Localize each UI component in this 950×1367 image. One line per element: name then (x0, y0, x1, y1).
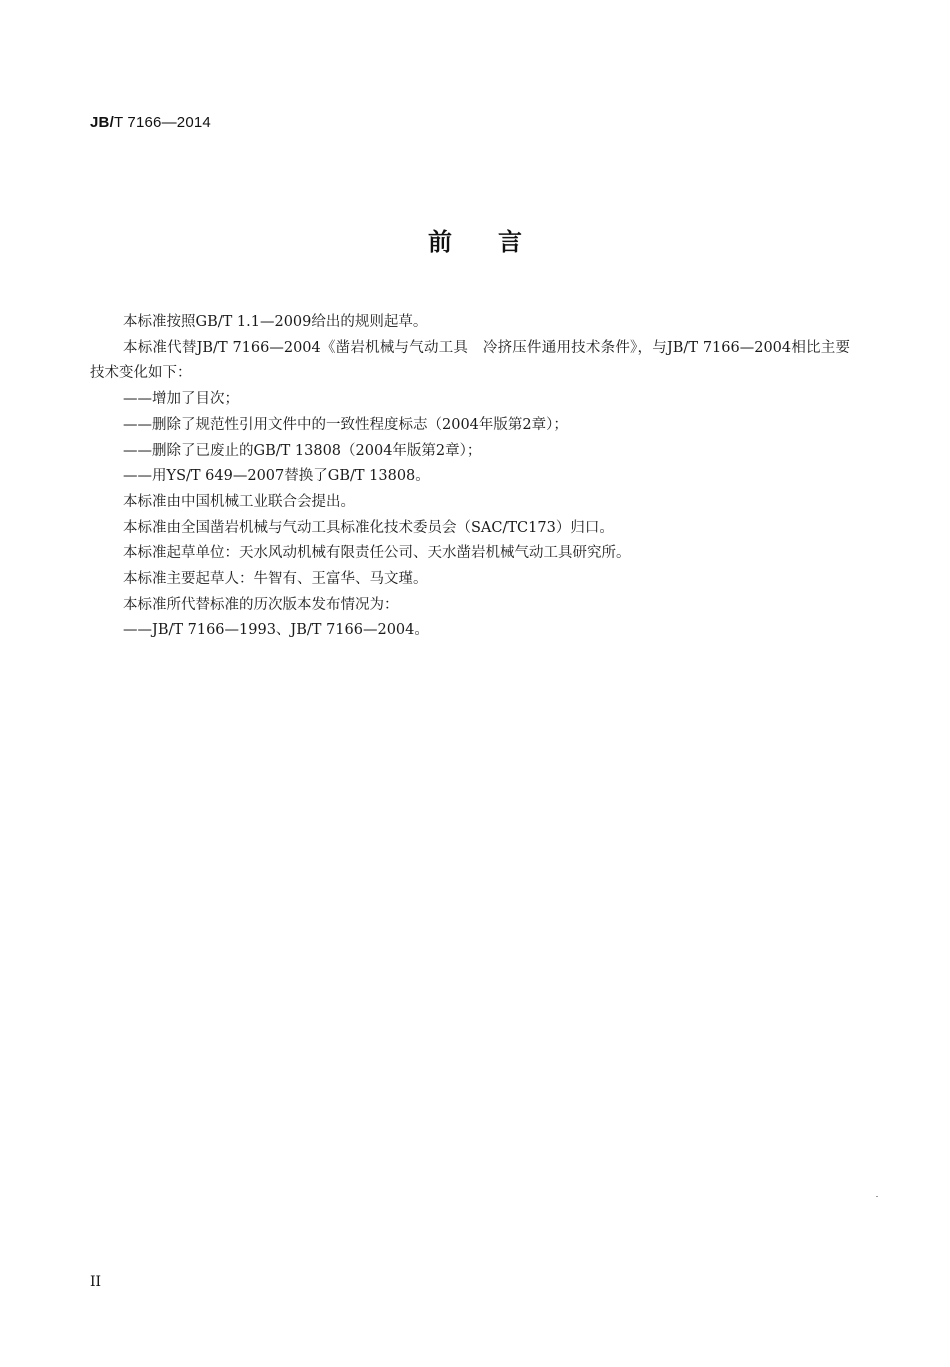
change-item-obsolete-standard: ——删除了已废止的GB/T 13808（2004年版第2章）； (123, 442, 482, 459)
history-item-versions: ——JB/T 7166—1993、JB/T 7166—2004。 (123, 622, 429, 639)
foreword-body (90, 310, 850, 644)
page-number: II (90, 1274, 102, 1290)
document-code-number: T 7166—2014 (113, 114, 211, 131)
paragraph-history-intro: 本标准所代替标准的历次版本发布情况为： (123, 596, 399, 613)
paragraph-replacement: 本标准代替JB/T 7166—2004《凿岩机械与气动工具 冷挤压件通用技术条件》，与JB/T 7166—2004相比主要技术变化如下： (90, 339, 850, 382)
document-code-prefix: JB/ (90, 114, 114, 131)
change-item-replacement-standard: ——用YS/T 649—2007替换了GB/T 13808。 (123, 468, 430, 485)
paragraph-drafting-rules: 本标准按照GB/T 1.1—2009给出的规则起草。 (123, 314, 428, 330)
change-item-conformity-mark: ——删除了规范性引用文件中的一致性程度标志（2004年版第2章）； (123, 416, 568, 433)
paragraph-committee: 本标准由全国凿岩机械与气动工具标准化技术委员会（SAC/TC173）归口。 (123, 519, 614, 536)
document-code (90, 114, 211, 131)
change-item-toc: ——增加了目次； (123, 391, 239, 408)
paragraph-proposer: 本标准由中国机械工业联合会提出。 (123, 493, 355, 510)
page-title: 前言 (428, 228, 568, 256)
scan-speck (876, 1196, 878, 1197)
paragraph-drafting-units: 本标准起草单位：天水风动机械有限责任公司、天水凿岩机械气动工具研究所。 (123, 545, 631, 562)
paragraph-drafters: 本标准主要起草人：牛智有、王富华、马文瑾。 (123, 571, 428, 588)
